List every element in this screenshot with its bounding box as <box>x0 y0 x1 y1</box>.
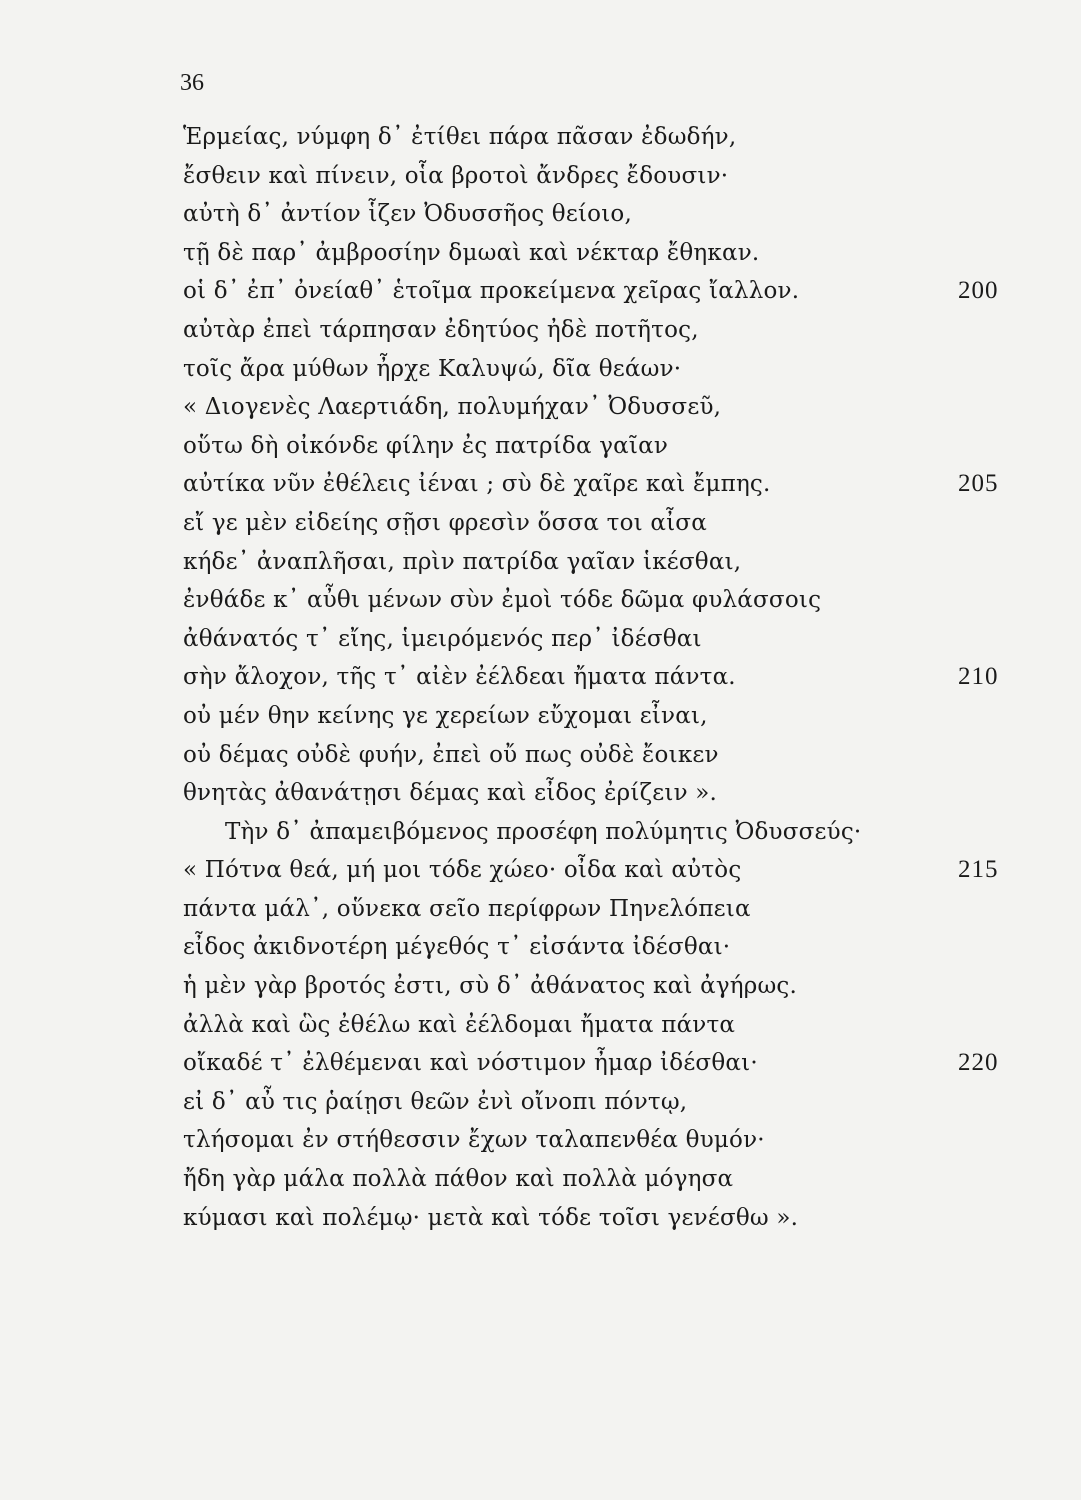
verse-text: κύμασι καὶ πολέμῳ· μετὰ καὶ τόδε τοῖσι γενέσθω ». <box>183 1204 799 1231</box>
verse-line <box>183 851 999 890</box>
verse-line <box>183 118 883 157</box>
verse-text: ἔσθειν καὶ πίνειν, οἷα βροτοὶ ἄνδρες ἔδουσιν· <box>183 162 729 189</box>
verse-line <box>183 967 883 1006</box>
verse-line <box>183 1083 883 1122</box>
verse-text: « Πότνα θεά, μή μοι τόδε χώεο· οἶδα καὶ αὐτὸς <box>183 857 742 884</box>
verse-text: τλήσομαι ἐν στήθεσσιν ἔχων ταλαπενθέα θυμόν· <box>183 1127 765 1154</box>
verse-text: αὐτίκα νῦν ἐθέλεις ἰέναι ; σὺ δὲ χαῖρε καὶ ἔμπης. <box>183 471 771 498</box>
verse-line <box>183 581 883 620</box>
verse-text: « Διογενὲς Λαερτιάδη, πολυμήχαν᾽ Ὀδυσσεῦ, <box>183 394 722 421</box>
line-number: 205 <box>958 470 999 498</box>
verse-text: οὐ δέμας οὐδὲ φυήν, ἐπεὶ οὔ πως οὐδὲ ἔοικεν <box>183 741 719 768</box>
verse-text: αὐτὴ δ᾽ ἀντίον ἷζεν Ὀδυσσῆος θείοιο, <box>183 201 632 228</box>
verse-line <box>183 234 883 273</box>
verse-line <box>183 1199 883 1238</box>
verse-text: ἀθάνατός τ᾽ εἴης, ἱμειρόμενός περ᾽ ἰδέσθαι <box>183 625 702 652</box>
line-number: 200 <box>958 277 999 305</box>
verse-text: Τὴν δ᾽ ἀπαμειβόμενος προσέφη πολύμητις Ὀδυσσεύς· <box>225 818 862 845</box>
verse-line <box>183 388 883 427</box>
verse-line <box>183 157 883 196</box>
verse-line <box>183 813 883 852</box>
verse-text: οἴκαδέ τ᾽ ἐλθέμεναι καὶ νόστιμον ἦμαρ ἰδέσθαι· <box>183 1050 758 1077</box>
verse-line <box>183 736 883 775</box>
verse-line <box>183 1006 883 1045</box>
verse-text: οὕτω δὴ οἰκόνδε φίλην ἐς πατρίδα γαῖαν <box>183 432 669 459</box>
verse-text: αὐτὰρ ἐπεὶ τάρπησαν ἐδητύος ἠδὲ ποτῆτος, <box>183 316 699 343</box>
verse-text: θνητὰς ἀθανάτῃσι δέμας καὶ εἶδος ἐρίζειν ». <box>183 780 718 807</box>
verse-line <box>183 1044 999 1083</box>
verse-line <box>183 774 883 813</box>
verse-text: πάντα μάλ᾽, οὕνεκα σεῖο περίφρων Πηνελόπεια <box>183 895 751 922</box>
verse-text: σὴν ἄλοχον, τῆς τ᾽ αἰὲν ἐέλδεαι ἤματα πάντα. <box>183 664 736 691</box>
verse-line <box>183 697 883 736</box>
verse-text: εἶδος ἀκιδνοτέρη μέγεθός τ᾽ εἰσάντα ἰδέσθαι· <box>183 934 731 961</box>
line-number: 215 <box>958 856 999 884</box>
verse-text: τῇ δὲ παρ᾽ ἀμβροσίην δμωαὶ καὶ νέκταρ ἔθηκαν. <box>183 239 760 266</box>
verse-text: ἐνθάδε κ᾽ αὖθι μένων σὺν ἐμοὶ τόδε δῶμα φυλάσσοις <box>183 587 822 614</box>
verse-line <box>183 504 883 543</box>
verse-line <box>183 1121 883 1160</box>
verse-line <box>183 543 883 582</box>
verse-text: εἰ δ᾽ αὖ τις ῥαίῃσι θεῶν ἐνὶ οἴνοπι πόντῳ, <box>183 1088 688 1115</box>
verse-line <box>183 890 883 929</box>
line-number: 220 <box>958 1049 999 1077</box>
verse-text: ἡ μὲν γὰρ βροτός ἐστι, σὺ δ᾽ ἀθάνατος καὶ ἀγήρως. <box>183 973 798 1000</box>
verse-text: κήδε᾽ ἀναπλῆσαι, πρὶν πατρίδα γαῖαν ἱκέσθαι, <box>183 548 742 575</box>
verse-line <box>183 427 883 466</box>
verse-line <box>183 658 999 697</box>
verse-text: Ἑρμείας, νύμφη δ᾽ ἐτίθει πάρα πᾶσαν ἐδωδήν, <box>183 124 737 150</box>
verse-line <box>183 195 883 234</box>
verse-line <box>183 928 883 967</box>
verse-line <box>183 272 999 311</box>
verse-block <box>183 118 999 1237</box>
verse-text: ἀλλὰ καὶ ὣς ἐθέλω καὶ ἐέλδομαι ἤματα πάντα <box>183 1011 736 1038</box>
verse-text: εἴ γε μὲν εἰδείης σῇσι φρεσὶν ὅσσα τοι αἶσα <box>183 509 707 536</box>
verse-line <box>183 311 883 350</box>
verse-line <box>183 465 999 504</box>
verse-text: οὐ μέν θην κείνης γε χερείων εὔχομαι εἶναι, <box>183 702 708 729</box>
line-number: 210 <box>958 663 999 691</box>
verse-line <box>183 620 883 659</box>
verse-text: τοῖς ἄρα μύθων ἦρχε Καλυψώ, δῖα θεάων· <box>183 355 682 382</box>
verse-line <box>183 350 883 389</box>
verse-text: οἱ δ᾽ ἐπ᾽ ὀνείαθ᾽ ἑτοῖμα προκείμενα χεῖρας ἴαλλον. <box>183 278 800 305</box>
page-number: 36 <box>180 70 204 96</box>
verse-text: ἤδη γὰρ μάλα πολλὰ πάθον καὶ πολλὰ μόγησα <box>183 1166 734 1193</box>
verse-line <box>183 1160 883 1199</box>
